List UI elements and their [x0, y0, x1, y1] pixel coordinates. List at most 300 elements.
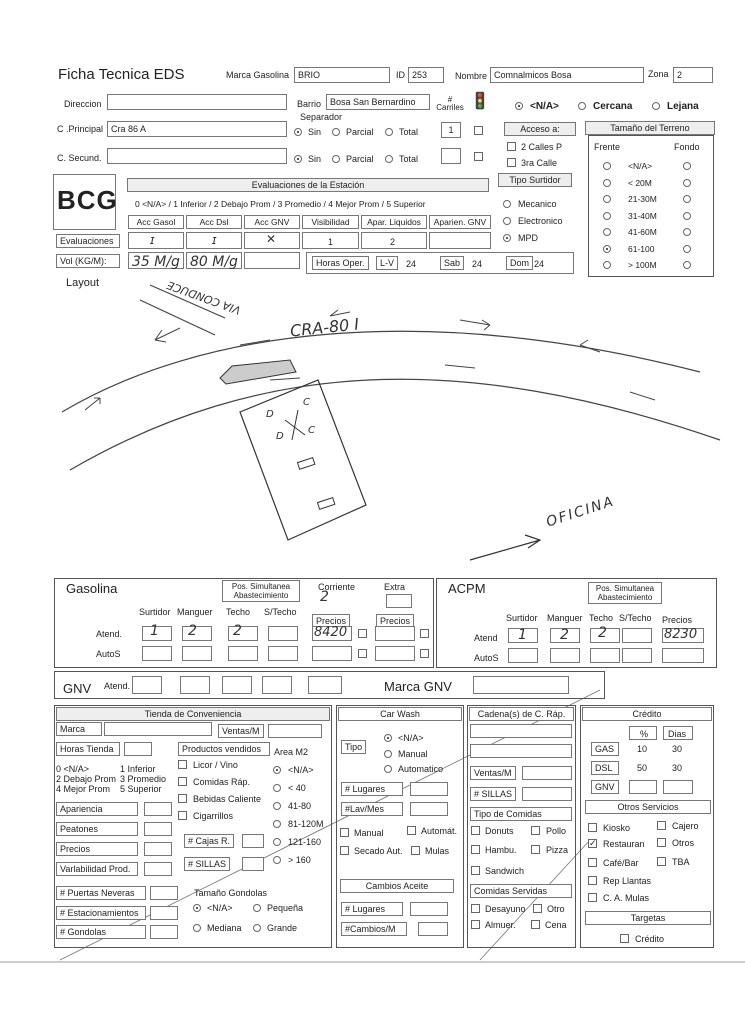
- mpd-radio[interactable]: [503, 234, 511, 242]
- calle3-label: 3ra Calle: [521, 158, 558, 168]
- zona-input[interactable]: 2: [673, 67, 713, 83]
- g-stecho-label: S/Techo: [264, 607, 297, 617]
- g-cell-1-5[interactable]: [375, 646, 415, 661]
- cd-otro-check[interactable]: [533, 904, 542, 913]
- vol-label: Vol (KG/M):: [56, 254, 120, 268]
- cd-desayuno-label: Desayuno: [485, 904, 526, 914]
- t-marca-input[interactable]: [104, 722, 212, 736]
- a-cell-1-3[interactable]: [622, 648, 652, 663]
- cw-lugares2-input[interactable]: [410, 902, 448, 916]
- a-surtidor-label: Surtidor: [506, 613, 538, 623]
- cr-dsl-label: DSL: [591, 761, 619, 775]
- cr-pct-label: %: [640, 729, 649, 739]
- cd-cena-check[interactable]: [531, 920, 540, 929]
- terreno-option-4: 41-60M: [628, 227, 657, 237]
- t-area-radio-0[interactable]: [273, 766, 281, 774]
- tienda-title: Tienda de Conveniencia: [56, 707, 330, 721]
- sep1-total-radio[interactable]: [385, 128, 393, 136]
- cr-dias-label: Dias: [668, 729, 687, 739]
- vol-cell-2[interactable]: [244, 252, 300, 269]
- cw-manual-radio[interactable]: [384, 750, 392, 758]
- loc-cercana-label: Cercana: [593, 101, 633, 112]
- lv-value[interactable]: 24: [406, 259, 417, 269]
- cw-auto-label: Automatico: [398, 764, 444, 774]
- gnv-marca-input[interactable]: [473, 676, 569, 694]
- street-side-label: VIA CONDUCE: [165, 278, 243, 317]
- cw-mulas-check[interactable]: [411, 846, 420, 855]
- direccion-input[interactable]: [107, 94, 287, 110]
- cd-sillas-label: # SILLAS: [470, 787, 516, 801]
- cr-credito2-label: Crédito: [635, 934, 665, 944]
- t-estac-label: # Estacionamientos: [56, 906, 146, 920]
- t-cajas-label: # Cajas R.: [184, 834, 234, 848]
- eval-cell-5[interactable]: [429, 232, 491, 249]
- t-row-input-3[interactable]: [144, 862, 172, 876]
- sep1-parcial-radio[interactable]: [332, 128, 340, 136]
- a-cell-1-1[interactable]: [550, 648, 580, 663]
- frente-radio-5[interactable]: [603, 245, 611, 253]
- t-area-radio-2[interactable]: [273, 802, 281, 810]
- g-atend-label: Atend.: [96, 629, 123, 639]
- carwash-title: Car Wash: [338, 707, 462, 721]
- t-row-input-1[interactable]: [144, 822, 172, 836]
- gond-mediana-radio[interactable]: [193, 924, 201, 932]
- t-estac-input[interactable]: [150, 906, 178, 920]
- t-tam-gond-label: Tamaño Gondolas: [194, 888, 268, 898]
- electronico-radio[interactable]: [503, 217, 511, 225]
- pump-label-4: C: [308, 425, 315, 436]
- cw-auto-radio[interactable]: [384, 765, 392, 773]
- barrio-label: Barrio: [297, 99, 322, 109]
- canopy-sketch: [220, 360, 296, 384]
- g-precios2-label: Precios: [376, 614, 414, 628]
- carriles-input[interactable]: 1: [441, 122, 461, 138]
- eval-col-4: Apar. Liquidos: [361, 215, 427, 229]
- terreno-title: Tamaño del Terreno: [585, 121, 715, 135]
- cd-ventas-label: Ventas/M: [470, 766, 516, 780]
- gond-pequena-radio[interactable]: [253, 904, 261, 912]
- gnv-cell-4[interactable]: [308, 676, 342, 694]
- credito-title: Crédito: [582, 707, 712, 721]
- t-sillas-input[interactable]: [242, 857, 264, 871]
- gond-mediana-label: Mediana: [207, 923, 242, 933]
- t-sillas-label: # SILLAS: [184, 857, 230, 871]
- g-techo-label: Techo: [226, 607, 251, 617]
- a-manguer-value: 2: [560, 627, 569, 643]
- eval-col-5: Aparien. GNV: [429, 215, 491, 229]
- t-gondolas-input[interactable]: [150, 925, 178, 939]
- sep2-total-label: Total: [399, 154, 419, 164]
- eval-col-1: Acc Dsl: [186, 215, 242, 229]
- tipo-surtidor-label: Tipo Surtidor: [498, 173, 572, 187]
- t-prod-check-2[interactable]: [178, 794, 187, 803]
- frente-radio-4[interactable]: [603, 228, 611, 236]
- t-neveras-input[interactable]: [150, 886, 178, 900]
- frente-radio-6[interactable]: [603, 261, 611, 269]
- sep2-total-radio[interactable]: [385, 155, 393, 163]
- gond-na-radio[interactable]: [193, 904, 201, 912]
- cw-na-radio[interactable]: [384, 734, 392, 742]
- t-area-label-0: <N/A>: [288, 765, 314, 775]
- t-area-label-1: < 40: [288, 783, 306, 793]
- cw-manual2-label: Manual: [354, 828, 384, 838]
- pump-label-3: D: [276, 431, 284, 442]
- cr-gas-dias[interactable]: 30: [672, 744, 683, 754]
- office-label: OFICINA: [544, 493, 617, 531]
- cd-tipo-title: Tipo de Comidas: [470, 807, 572, 821]
- sep1-sin-radio[interactable]: [294, 128, 302, 136]
- gnv-title: GNV: [63, 681, 92, 696]
- loc-cercana-radio[interactable]: [578, 102, 586, 110]
- carriles-label: # Carriles: [436, 95, 464, 112]
- t-gondolas-label: # Gondolas: [56, 925, 146, 939]
- barrio-input[interactable]: Bosa San Bernardino: [326, 94, 430, 110]
- cr-kiosko-label: Kiosko: [603, 823, 631, 833]
- cd-sandwich-label: Sandwich: [485, 866, 525, 876]
- a-atend-label: Atend: [474, 633, 498, 643]
- road-lower-edge: [70, 379, 720, 470]
- secund-label: C. Secund.: [57, 153, 102, 163]
- cr-gas-pct[interactable]: 10: [637, 744, 648, 754]
- eval-cell-0[interactable]: [128, 232, 184, 249]
- t-area-radio-4[interactable]: [273, 838, 281, 846]
- cadena-input-1[interactable]: [470, 724, 572, 738]
- layout-label: Layout: [66, 277, 100, 289]
- cd-pizza-check[interactable]: [531, 845, 540, 854]
- terreno-option-5: 61-100: [628, 243, 655, 254]
- cr-rep-label: Rep Llantas: [603, 876, 652, 886]
- vol-dsl-value: 80 M/g: [190, 254, 238, 270]
- cr-rep-check[interactable]: [588, 876, 597, 885]
- g-cell-1-3[interactable]: [268, 646, 298, 661]
- fondo-radio-3[interactable]: [683, 212, 691, 220]
- t-prod-check-3[interactable]: [178, 811, 187, 820]
- corriente-value: 2: [320, 589, 329, 605]
- carriles2-check[interactable]: [474, 152, 483, 161]
- cr-gnv-dias[interactable]: [663, 780, 693, 794]
- cr-gnv-pct[interactable]: [629, 780, 657, 794]
- terreno-option-0: <N/A>: [628, 161, 653, 171]
- cw-manual2-check[interactable]: [340, 828, 349, 837]
- a-cell-1-4[interactable]: [662, 648, 704, 663]
- nombre-input[interactable]: Comnalmicos Bosa: [490, 67, 644, 83]
- t-row-input-0[interactable]: [144, 802, 172, 816]
- fondo-radio-1[interactable]: [683, 179, 691, 187]
- g-manguer-value: 2: [188, 623, 197, 639]
- fondo-radio-4[interactable]: [683, 228, 691, 236]
- t-cajas-input[interactable]: [242, 834, 264, 848]
- t-area-label-4: 121-160: [288, 837, 322, 847]
- g-cell-1-2[interactable]: [228, 646, 258, 661]
- terreno-option-2: 21-30M: [628, 194, 657, 204]
- cr-cafe-label: Café/Bar: [603, 858, 639, 868]
- a-precios-label: Precios: [662, 615, 693, 625]
- cd-almuer-check[interactable]: [471, 920, 480, 929]
- t-prod-label-2: Bebidas Caliente: [193, 794, 262, 804]
- gnv-marca-label: Marca GNV: [384, 679, 452, 694]
- sep2-sin-radio[interactable]: [294, 155, 302, 163]
- cadena-input-2[interactable]: [470, 744, 572, 758]
- cd-desayuno-check[interactable]: [471, 904, 480, 913]
- cw-cambiosm-label: #Cambios/M: [341, 922, 407, 936]
- cw-lavmes-input[interactable]: [410, 802, 448, 816]
- frente-radio-2[interactable]: [603, 195, 611, 203]
- cw-automat-label: Automát.: [421, 826, 458, 836]
- gnv-atend-label: Atend.: [104, 681, 131, 691]
- gond-grande-label: Grande: [267, 923, 298, 933]
- cr-restauran-check[interactable]: [588, 839, 597, 848]
- dom-value[interactable]: 24: [534, 259, 545, 269]
- t-row-label-2: Precios: [56, 842, 138, 856]
- cd-donuts-label: Donuts: [485, 826, 514, 836]
- t-scale-d: 3 Promedio: [120, 774, 167, 784]
- a-surtidor-value: 1: [518, 627, 527, 643]
- electronico-label: Electronico: [518, 216, 563, 226]
- cr-credito2-check[interactable]: [620, 934, 629, 943]
- t-area-label: Area M2: [274, 747, 309, 757]
- cd-sandwich-check[interactable]: [471, 866, 480, 875]
- eval-gnv-value: ✕: [266, 232, 277, 246]
- calles2-label: 2 Calles P: [521, 142, 563, 152]
- g-check-a-1[interactable]: [358, 649, 367, 658]
- cw-secado-check[interactable]: [340, 846, 349, 855]
- cr-dsl-dias[interactable]: 30: [672, 763, 683, 773]
- t-scale-e: 4 Mejor Prom: [56, 784, 111, 794]
- cw-tipo-label: Tipo: [341, 740, 366, 754]
- frente-radio-0[interactable]: [603, 162, 611, 170]
- cr-tba-check[interactable]: [657, 857, 666, 866]
- cr-cajero-label: Cajero: [672, 821, 699, 831]
- fondo-radio-0[interactable]: [683, 162, 691, 170]
- mpd-label: MPD: [518, 233, 538, 243]
- cw-lavmes-label: #Lav/Mes: [341, 802, 403, 816]
- t-prod-label-1: Comidas Ráp.: [193, 777, 251, 787]
- cw-lugares-input[interactable]: [410, 782, 448, 796]
- road-upper-edge: [62, 331, 700, 412]
- a-cell-1-0[interactable]: [508, 648, 538, 663]
- frente-radio-3[interactable]: [603, 212, 611, 220]
- t-area-radio-1[interactable]: [273, 784, 281, 792]
- zona-label: Zona: [648, 69, 669, 79]
- pump-label-2: C: [303, 397, 310, 408]
- gasolina-pos-sim: Pos. Simultanea Abastecimiento: [222, 580, 300, 602]
- principal-input[interactable]: Cra 86 A: [107, 121, 287, 137]
- cr-camulas-check[interactable]: [588, 893, 597, 902]
- a-stecho-label: S/Techo: [619, 613, 652, 623]
- sep1-sin-label: Sin: [308, 127, 322, 137]
- cd-donuts-check[interactable]: [471, 826, 480, 835]
- loc-lejana-radio[interactable]: [652, 102, 660, 110]
- gond-grande-radio[interactable]: [253, 924, 261, 932]
- sab-label: Sab: [440, 256, 464, 270]
- id-input[interactable]: 253: [408, 67, 444, 83]
- g-cell-0-1[interactable]: [182, 623, 212, 641]
- cd-servidas-title: Comidas Servidas: [470, 884, 572, 898]
- sep2-parcial-label: Parcial: [346, 154, 374, 164]
- sep1-total-label: Total: [399, 127, 419, 137]
- gond-pequena-label: Pequeña: [267, 903, 304, 913]
- t-area-radio-5[interactable]: [273, 856, 281, 864]
- loc-lejana-label: Lejana: [667, 101, 699, 112]
- eval-col-2: Acc GNV: [244, 215, 300, 229]
- direccion-label: Direccion: [64, 99, 102, 109]
- extra-input[interactable]: [386, 594, 412, 608]
- t-scale-f: 5 Superior: [120, 784, 162, 794]
- g-cell-0-3[interactable]: [268, 626, 298, 641]
- cr-kiosko-check[interactable]: [588, 823, 597, 832]
- traffic-light-icon: 🚦: [470, 93, 490, 110]
- sep1-parcial-label: Parcial: [346, 127, 374, 137]
- cd-pollo-label: Pollo: [546, 826, 567, 836]
- cd-hambu-check[interactable]: [471, 845, 480, 854]
- cr-camulas-label: C. A. Mulas: [603, 893, 650, 903]
- eval-gasol-value: ɪ: [150, 233, 155, 247]
- t-row-label-1: Peatones: [56, 822, 138, 836]
- fondo-radio-2[interactable]: [683, 195, 691, 203]
- sep2-sin-label: Sin: [308, 154, 322, 164]
- eval-col-0: Acc Gasol: [128, 215, 184, 229]
- cw-automat-check[interactable]: [407, 826, 416, 835]
- principal-label: C .Principal: [57, 124, 104, 134]
- cr-otros-title: Otros Servicios: [585, 800, 711, 814]
- t-horas-input[interactable]: [124, 742, 152, 756]
- frente-radio-1[interactable]: [603, 179, 611, 187]
- gnv-cell-0[interactable]: [132, 676, 162, 694]
- calles2-check[interactable]: [507, 142, 516, 151]
- loc-na-radio[interactable]: [515, 102, 523, 110]
- cw-lugares2-label: # Lugares: [341, 902, 403, 916]
- eval-vis-value: 1: [328, 237, 334, 247]
- fondo-label: Fondo: [674, 142, 700, 152]
- calle3-check[interactable]: [507, 158, 516, 167]
- t-area-label-3: 81-120M: [288, 819, 324, 829]
- t-prod-label-3: Cigarrillos: [193, 811, 234, 821]
- g-autos-label: AutoS: [96, 649, 121, 659]
- eval-apar-value: 2: [390, 237, 396, 247]
- carriles2-input[interactable]: [441, 148, 461, 164]
- corriente-label: Corriente: [318, 582, 356, 592]
- t-row-input-2[interactable]: [144, 842, 172, 856]
- a-manguer-label: Manguer: [547, 613, 583, 623]
- fondo-radio-5[interactable]: [683, 245, 691, 253]
- carriles-check[interactable]: [474, 126, 483, 135]
- g-check-b-1[interactable]: [420, 649, 429, 658]
- horas-label: Horas Oper.: [312, 256, 369, 270]
- pump-label-1: D: [266, 409, 274, 420]
- g-check-b-0[interactable]: [420, 629, 429, 638]
- g-surtidor-value: 1: [150, 623, 159, 639]
- evaluaciones-label: Evaluaciones: [56, 234, 120, 248]
- gnv-cell-2[interactable]: [222, 676, 252, 694]
- cd-almuer-label: Almuer.: [485, 920, 516, 930]
- sab-value[interactable]: 24: [472, 259, 483, 269]
- extra-label: Extra: [384, 582, 406, 592]
- g-cell-1-0[interactable]: [142, 646, 172, 661]
- g-manguer-label: Manguer: [177, 607, 213, 617]
- frente-label: Frente: [594, 142, 621, 152]
- secund-input[interactable]: [107, 148, 287, 164]
- eval-title: Evaluaciones de la Estación: [127, 178, 489, 192]
- g-techo-value: 2: [233, 623, 242, 639]
- marca-input[interactable]: BRIO: [294, 67, 390, 83]
- t-marca-label: Marca: [56, 722, 102, 736]
- t-prod-label-0: Licor / Vino: [193, 760, 238, 770]
- fondo-radio-6[interactable]: [683, 261, 691, 269]
- t-ventas-input[interactable]: [268, 724, 322, 738]
- cd-hambu-label: Hambu.: [485, 845, 517, 855]
- gnv-cell-1[interactable]: [180, 676, 210, 694]
- eval-scale: 0 <N/A> / 1 Inferior / 2 Debajo Prom / 3 Promedio / 4 Mejor Prom / 5 Superior: [135, 199, 426, 209]
- cadena-title: Cadena(s) de C. Ráp.: [469, 707, 574, 721]
- t-ventas-label: Ventas/M: [218, 724, 264, 738]
- cd-sillas-input[interactable]: [522, 787, 572, 801]
- cr-otros2-check[interactable]: [657, 838, 666, 847]
- marca-label: Marca Gasolina: [226, 70, 290, 80]
- g-cell-0-5[interactable]: [375, 626, 415, 641]
- t-area-label-2: 41-80: [288, 801, 312, 811]
- vol-gasol-value: 35 M/g: [132, 254, 180, 270]
- cr-restauran-label: Restauran: [603, 839, 645, 849]
- t-neveras-label: # Puertas Neveras: [56, 886, 146, 900]
- cd-ventas-input[interactable]: [522, 766, 572, 780]
- mecanico-radio[interactable]: [503, 200, 511, 208]
- a-autos-label: AutoS: [474, 653, 499, 663]
- acceso-label: Acceso a:: [504, 122, 576, 136]
- a-cell-0-3[interactable]: [622, 628, 652, 643]
- terreno-option-1: < 20M: [628, 177, 652, 188]
- cr-targetas-title: Targetas: [585, 911, 711, 925]
- cw-mulas-label: Mulas: [425, 846, 450, 856]
- cd-pizza-label: Pizza: [546, 845, 569, 855]
- cr-cajero-check[interactable]: [657, 821, 666, 830]
- loc-na-label: <N/A>: [530, 101, 559, 112]
- page-title: Ficha Tecnica EDS: [58, 66, 185, 83]
- t-prod-check-0[interactable]: [178, 760, 187, 769]
- cw-cambios-title: Cambios Aceite: [340, 879, 454, 893]
- dom-label: Dom: [506, 256, 533, 270]
- a-techo-label: Techo: [589, 613, 614, 623]
- cw-cambiosm-input[interactable]: [418, 922, 448, 936]
- g-precio-value: 8420: [314, 625, 348, 640]
- t-row-label-3: Varlabilidad Prod.: [56, 862, 138, 876]
- separador-label: Separador: [300, 112, 343, 122]
- id-label: ID: [396, 70, 405, 80]
- terreno-option-6: > 100M: [628, 260, 657, 270]
- g-surtidor-label: Surtidor: [139, 607, 171, 617]
- cw-na-label: <N/A>: [398, 733, 424, 743]
- a-cell-1-2[interactable]: [590, 648, 620, 663]
- cr-gas-label: GAS: [591, 742, 619, 756]
- t-productos-label: Productos vendidos: [178, 742, 270, 756]
- a-precio-value: 8230: [664, 627, 698, 642]
- cd-pollo-check[interactable]: [531, 826, 540, 835]
- gnv-cell-3[interactable]: [262, 676, 292, 694]
- sep2-parcial-radio[interactable]: [332, 155, 340, 163]
- g-cell-1-1[interactable]: [182, 646, 212, 661]
- bcg-logo: BCG: [57, 185, 118, 215]
- cd-cena-label: Cena: [545, 920, 567, 930]
- t-area-radio-3[interactable]: [273, 820, 281, 828]
- a-techo-value: 2: [598, 625, 607, 641]
- terreno-option-3: 31-40M: [628, 210, 657, 221]
- g-cell-1-4[interactable]: [312, 646, 352, 661]
- cr-cafe-check[interactable]: [588, 858, 597, 867]
- t-prod-check-1[interactable]: [178, 777, 187, 786]
- cr-dsl-pct[interactable]: 50: [637, 763, 648, 773]
- t-scale-b: 1 Inferior: [120, 764, 156, 774]
- g-check-a-0[interactable]: [358, 629, 367, 638]
- terreno-panel: [588, 135, 714, 277]
